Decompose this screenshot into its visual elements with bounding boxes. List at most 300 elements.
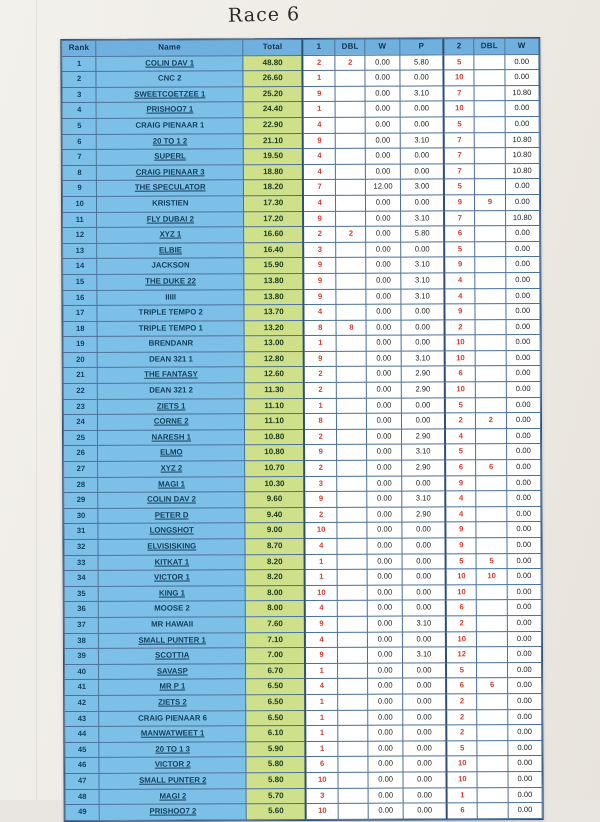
- cell-leg2-number: 4: [445, 273, 476, 289]
- cell-leg2-number: 5: [446, 662, 477, 678]
- cell-rank: 10: [62, 196, 96, 212]
- cell-leg2-w: 0.00: [506, 444, 540, 460]
- cell-leg1-dbl: [338, 757, 368, 773]
- cell-leg1-number: 1: [305, 663, 337, 679]
- cell-leg1-p: 0.00: [402, 585, 446, 601]
- cell-rank: 5: [62, 118, 96, 134]
- cell-leg2-number: 6: [445, 460, 476, 476]
- cell-leg2-w: 0.00: [507, 584, 541, 600]
- cell-leg2-w: 10.80: [505, 163, 539, 179]
- cell-leg2-w: 0.00: [507, 553, 541, 569]
- cell-name-text: PRISHOO7 1: [146, 104, 194, 115]
- cell-rank: 36: [64, 602, 98, 618]
- cell-leg1-p: 2.90: [401, 460, 445, 476]
- cell-name-text: THE SPECULATOR: [134, 182, 206, 193]
- cell-total: 8.70: [245, 538, 305, 554]
- cell-leg2-dbl: [477, 616, 507, 632]
- cell-leg1-dbl: [336, 304, 366, 320]
- cell-leg2-number: 7: [444, 163, 475, 179]
- cell-name-text: MAGI 1: [158, 479, 185, 489]
- cell-leg2-dbl: [475, 319, 505, 335]
- cell-leg1-number: 9: [303, 133, 335, 149]
- cell-leg1-dbl: [336, 351, 366, 367]
- cell-leg1-w: 0.00: [367, 367, 401, 383]
- cell-name-text: 20 TO 1 2: [152, 136, 188, 146]
- cell-leg1-p: 0.00: [403, 787, 447, 803]
- cell-leg1-number: 9: [305, 616, 337, 632]
- cell-leg1-w: 12.00: [366, 179, 400, 195]
- cell-leg1-number: 1: [304, 336, 336, 352]
- header-leg1-w: W: [365, 39, 399, 55]
- cell-leg1-dbl: [336, 289, 366, 305]
- cell-leg2-number: 7: [444, 86, 475, 102]
- cell-rank: 6: [62, 134, 96, 150]
- cell-leg1-number: 1: [305, 570, 337, 586]
- cell-leg1-dbl: [336, 273, 366, 289]
- cell-name: CRAIG PIENAAR 6: [99, 710, 246, 726]
- cell-rank: 2: [62, 72, 96, 88]
- cell-leg2-w: 0.00: [506, 459, 540, 475]
- cell-leg1-p: 5.80: [400, 226, 444, 242]
- cell-leg1-dbl: [337, 476, 367, 492]
- cell-leg1-dbl: [337, 585, 367, 601]
- cell-rank: 46: [65, 758, 99, 774]
- cell-leg2-w: 0.00: [506, 491, 540, 507]
- cell-leg2-w: 0.00: [507, 740, 541, 756]
- cell-total: 9.60: [245, 492, 305, 508]
- cell-name-text: ELBIE: [158, 245, 182, 255]
- cell-leg2-w: 0.00: [506, 304, 540, 320]
- cell-leg2-dbl: [475, 350, 505, 366]
- cell-rank: 44: [65, 727, 99, 743]
- cell-leg2-w: 0.00: [507, 631, 541, 647]
- cell-leg1-number: 9: [303, 86, 335, 102]
- cell-leg2-w: 0.00: [505, 116, 539, 132]
- cell-name-text: MAGI 2: [159, 791, 187, 801]
- cell-leg1-p: 0.00: [402, 538, 446, 554]
- cell-leg1-p: 3.10: [402, 616, 446, 632]
- table-row: [65, 803, 542, 821]
- cell-leg2-dbl: [477, 631, 507, 647]
- cell-leg1-number: 4: [305, 679, 337, 695]
- cell-leg2-w: 10.80: [505, 148, 539, 164]
- cell-leg1-dbl: [337, 538, 367, 554]
- cell-name: [99, 741, 246, 757]
- cell-leg1-w: 0.00: [367, 538, 401, 554]
- cell-leg2-w: 0.00: [505, 241, 539, 257]
- cell-rank: 20: [63, 352, 97, 368]
- cell-leg1-number: 1: [305, 554, 337, 570]
- cell-leg1-w: 0.00: [366, 133, 400, 149]
- cell-total: 16.40: [244, 242, 304, 258]
- cell-rank: 17: [63, 305, 97, 321]
- cell-leg2-w: 0.00: [506, 319, 540, 335]
- cell-leg1-w: 0.00: [366, 273, 400, 289]
- cell-rank: 11: [63, 212, 97, 228]
- cell-leg1-dbl: [338, 694, 368, 710]
- cell-leg1-w: 0.00: [366, 257, 400, 273]
- cell-leg2-dbl: [474, 117, 504, 133]
- handwritten-race-title: Race 6: [227, 3, 301, 27]
- cell-name: [98, 445, 245, 461]
- cell-name: [97, 242, 244, 258]
- cell-leg2-w: 10.80: [505, 210, 539, 226]
- cell-leg1-dbl: [336, 242, 366, 258]
- cell-name-text: MR P 1: [159, 681, 186, 691]
- cell-total: 16.60: [244, 227, 304, 243]
- cell-leg2-number: 10: [444, 101, 475, 117]
- cell-leg1-p: 3.10: [401, 444, 445, 460]
- cell-leg1-w: 0.00: [368, 600, 402, 616]
- cell-rank: 30: [64, 508, 98, 524]
- cell-leg1-w: 0.00: [366, 242, 400, 258]
- cell-leg2-dbl: [476, 506, 506, 522]
- cell-leg2-number: 2: [447, 725, 478, 741]
- cell-leg1-number: 4: [304, 304, 336, 320]
- cell-total: 10.30: [245, 476, 305, 492]
- cell-total: 11.10: [245, 414, 305, 430]
- cell-leg1-number: 10: [306, 803, 338, 819]
- cell-leg1-w: 0.00: [367, 413, 401, 429]
- cell-name: TRIPLE TEMPO 2: [97, 305, 244, 321]
- cell-leg1-dbl: [335, 70, 365, 86]
- cell-leg2-w: 0.00: [507, 678, 541, 694]
- cell-leg1-number: 9: [304, 445, 336, 461]
- header-name: Name: [96, 40, 243, 56]
- cell-leg1-p: 0.00: [400, 148, 444, 164]
- cell-leg1-p: 0.00: [402, 522, 446, 538]
- cell-leg1-p: 0.00: [400, 101, 444, 117]
- cell-rank: 12: [63, 228, 97, 244]
- cell-leg1-number: 3: [304, 476, 336, 492]
- cell-leg1-number: 1: [303, 71, 335, 87]
- cell-rank: 37: [64, 617, 98, 633]
- cell-leg1-number: 1: [306, 725, 338, 741]
- cell-leg1-dbl: [337, 601, 367, 617]
- cell-name-text: THE DUKE 22: [145, 276, 196, 286]
- cell-leg1-dbl: 2: [336, 226, 366, 242]
- cell-leg1-number: 8: [304, 320, 336, 336]
- cell-leg2-w: 0.00: [507, 569, 541, 585]
- cell-leg2-w: 0.00: [508, 803, 542, 819]
- cell-total: 18.20: [244, 180, 304, 196]
- cell-total: 12.60: [244, 367, 304, 383]
- cell-leg2-w: 0.00: [506, 397, 540, 413]
- cell-rank: 3: [62, 87, 96, 103]
- cell-leg1-dbl: [338, 679, 368, 695]
- cell-leg1-dbl: [337, 491, 367, 507]
- cell-total: 13.70: [244, 305, 304, 321]
- cell-leg1-w: 0.00: [366, 195, 400, 211]
- cell-leg1-w: 0.00: [365, 70, 399, 86]
- cell-leg2-number: 6: [444, 226, 475, 242]
- cell-total: 5.70: [246, 788, 306, 804]
- results-sheet: [60, 37, 543, 822]
- cell-leg1-number: 2: [303, 55, 335, 71]
- cell-leg2-w: 0.00: [506, 413, 540, 429]
- cell-leg2-number: 6: [446, 600, 477, 616]
- cell-leg2-dbl: [476, 538, 506, 554]
- cell-leg1-number: 9: [304, 289, 336, 305]
- cell-leg1-p: 3.00: [400, 179, 444, 195]
- cell-leg2-dbl: [475, 210, 505, 226]
- header-rank: Rank: [62, 40, 96, 56]
- cell-total: 24.40: [243, 102, 303, 118]
- cell-rank: 32: [64, 539, 98, 555]
- cell-total: 8.20: [245, 554, 305, 570]
- cell-name: BRENDANR: [97, 336, 244, 352]
- cell-name: [99, 726, 246, 742]
- cell-leg2-dbl: 6: [477, 678, 507, 694]
- cell-name: [98, 554, 245, 570]
- cell-leg2-dbl: [477, 694, 507, 710]
- cell-leg2-number: 1: [447, 787, 478, 803]
- cell-leg1-dbl: [336, 382, 366, 398]
- header-leg2-w: W: [504, 38, 538, 54]
- header-leg2-number: 2: [444, 39, 475, 55]
- cell-rank: 40: [65, 664, 99, 680]
- cell-leg1-dbl: [337, 554, 367, 570]
- cell-leg1-number: 9: [305, 492, 337, 508]
- cell-leg1-p: 0.00: [401, 335, 445, 351]
- cell-leg1-number: 9: [304, 258, 336, 274]
- cell-leg2-w: 0.00: [507, 693, 541, 709]
- cell-leg1-number: 7: [303, 180, 335, 196]
- cell-leg2-dbl: [475, 273, 505, 289]
- cell-rank: 15: [63, 274, 97, 290]
- cell-leg1-dbl: [335, 102, 365, 118]
- cell-leg1-dbl: [338, 803, 368, 819]
- cell-leg1-dbl: [335, 148, 365, 164]
- cell-leg1-dbl: [335, 133, 365, 149]
- cell-total: 9.40: [245, 507, 305, 523]
- cell-leg1-number: 2: [304, 429, 336, 445]
- cell-leg2-dbl: 5: [476, 553, 506, 569]
- cell-leg2-number: 4: [446, 491, 477, 507]
- cell-leg1-p: 3.10: [401, 351, 445, 367]
- cell-rank: 34: [64, 571, 98, 587]
- cell-leg2-dbl: [475, 366, 505, 382]
- cell-name: KRISTIEN: [97, 196, 244, 212]
- cell-leg2-w: 0.00: [505, 272, 539, 288]
- cell-leg2-number: 5: [445, 444, 476, 460]
- cell-leg1-p: 3.10: [400, 132, 444, 148]
- cell-leg1-number: 1: [305, 694, 337, 710]
- cell-leg1-w: 0.00: [366, 101, 400, 117]
- cell-name: [99, 788, 246, 804]
- cell-leg1-p: 3.10: [402, 491, 446, 507]
- cell-leg2-dbl: [477, 756, 507, 772]
- cell-leg2-dbl: [477, 740, 507, 756]
- cell-leg1-number: 3: [306, 788, 338, 804]
- cell-total: 9.00: [245, 523, 305, 539]
- cell-leg1-w: 0.00: [367, 491, 401, 507]
- cell-leg1-w: 0.00: [366, 117, 400, 133]
- cell-name: IIIII: [97, 289, 244, 305]
- cell-leg2-number: 6: [447, 803, 478, 819]
- cell-leg1-p: 0.00: [401, 413, 445, 429]
- cell-leg2-dbl: [476, 584, 506, 600]
- cell-name-text: COLIN DAV 1: [145, 58, 195, 68]
- cell-leg2-number: 10: [445, 382, 476, 398]
- cell-name-text: ELVISISKING: [147, 541, 197, 551]
- cell-name: DEAN 321 1: [97, 352, 244, 368]
- cell-leg1-p: 3.10: [400, 210, 444, 226]
- cell-leg2-w: 0.00: [506, 350, 540, 366]
- cell-leg1-number: 6: [306, 757, 338, 773]
- cell-rank: 13: [63, 243, 97, 259]
- cell-name: [98, 367, 245, 383]
- cell-name: [97, 149, 244, 165]
- cell-leg1-w: 0.00: [367, 398, 401, 414]
- cell-leg1-p: 3.10: [400, 257, 444, 273]
- cell-leg2-number: 2: [447, 709, 478, 725]
- cell-leg2-number: 5: [444, 179, 475, 195]
- cell-leg2-number: 2: [445, 413, 476, 429]
- cell-leg1-w: 0.00: [368, 725, 402, 741]
- cell-leg2-dbl: [476, 491, 506, 507]
- cell-leg1-number: 10: [305, 523, 337, 539]
- cell-total: 8.00: [245, 601, 305, 617]
- cell-leg2-w: 0.00: [506, 335, 540, 351]
- cell-leg1-p: 0.00: [402, 663, 446, 679]
- cell-leg2-w: 0.00: [507, 600, 541, 616]
- cell-leg2-w: 0.00: [507, 709, 541, 725]
- cell-leg2-dbl: [476, 444, 506, 460]
- cell-name: CNC 2: [96, 71, 243, 87]
- cell-total: 10.80: [245, 445, 305, 461]
- cell-leg2-dbl: 10: [476, 569, 506, 585]
- cell-name: [99, 804, 246, 820]
- cell-leg1-w: 0.00: [368, 632, 402, 648]
- cell-leg2-w: 0.00: [507, 647, 541, 663]
- cell-leg1-number: 2: [304, 367, 336, 383]
- cell-name: [98, 492, 245, 508]
- cell-leg2-w: 0.00: [508, 756, 542, 772]
- cell-leg2-number: 10: [446, 569, 477, 585]
- cell-rank: 29: [64, 493, 98, 509]
- cell-leg2-number: 10: [447, 756, 478, 772]
- cell-leg1-dbl: [338, 663, 368, 679]
- cell-leg1-number: 4: [303, 117, 335, 133]
- cell-leg2-dbl: [475, 179, 505, 195]
- cell-leg1-dbl: [335, 86, 365, 102]
- cell-leg1-dbl: [336, 335, 366, 351]
- cell-leg2-w: 10.80: [505, 85, 539, 101]
- cell-total: 21.10: [243, 133, 303, 149]
- cell-leg1-number: 9: [304, 273, 336, 289]
- cell-leg2-w: 0.00: [507, 725, 541, 741]
- cell-total: 6.10: [246, 726, 306, 742]
- cell-total: 7.00: [246, 648, 306, 664]
- cell-leg1-w: 0.00: [367, 335, 401, 351]
- cell-name-text: SCOTTIA: [155, 650, 190, 660]
- cell-rank: 24: [63, 415, 97, 431]
- cell-leg1-w: 0.00: [368, 756, 402, 772]
- cell-leg2-w: 0.00: [507, 522, 541, 538]
- cell-name-text: ZIETS 1: [156, 401, 186, 411]
- cell-leg2-number: 5: [444, 117, 475, 133]
- cell-leg2-w: 0.00: [506, 366, 540, 382]
- cell-name: JACKSON: [97, 258, 244, 274]
- cell-leg1-p: 2.90: [401, 382, 445, 398]
- cell-leg2-dbl: [476, 382, 506, 398]
- cell-name: [98, 539, 245, 555]
- cell-name-text: MANWATWEET 1: [140, 728, 205, 738]
- cell-leg1-p: 0.00: [402, 553, 446, 569]
- cell-name-text: XYZ 1: [159, 229, 182, 239]
- cell-leg1-w: 0.00: [368, 694, 402, 710]
- cell-leg1-number: 2: [305, 507, 337, 523]
- cell-total: 8.00: [245, 585, 305, 601]
- cell-rank: 38: [64, 633, 98, 649]
- cell-leg2-w: 0.00: [506, 428, 540, 444]
- cell-leg1-number: 4: [303, 195, 335, 211]
- cell-leg2-w: 0.00: [505, 194, 539, 210]
- cell-leg2-w: 0.00: [508, 787, 542, 803]
- cell-total: 5.80: [246, 772, 306, 788]
- cell-leg2-number: 9: [446, 538, 477, 554]
- cell-leg2-w: 0.00: [505, 70, 539, 86]
- cell-leg1-number: 9: [305, 648, 337, 664]
- cell-leg1-number: 4: [305, 601, 337, 617]
- cell-leg1-w: 0.00: [368, 554, 402, 570]
- cell-name-text: KITKAT 1: [154, 557, 190, 567]
- cell-leg1-w: 0.00: [368, 678, 402, 694]
- cell-leg2-dbl: [477, 600, 507, 616]
- cell-leg2-dbl: [475, 288, 505, 304]
- cell-leg2-number: 10: [444, 70, 475, 86]
- cell-total: 25.20: [243, 86, 303, 102]
- cell-name-text: ELMO: [160, 447, 183, 458]
- cell-rank: 26: [64, 446, 98, 462]
- cell-leg2-w: 0.00: [506, 382, 540, 398]
- cell-leg1-dbl: [338, 725, 368, 741]
- cell-name: [98, 430, 245, 446]
- cell-leg1-dbl: [336, 195, 366, 211]
- cell-leg1-w: 0.00: [367, 351, 401, 367]
- cell-leg1-p: 3.10: [402, 647, 446, 663]
- cell-leg1-p: 0.00: [402, 709, 446, 725]
- cell-name: [99, 757, 246, 773]
- cell-leg1-dbl: [336, 258, 366, 274]
- cell-total: 17.30: [244, 195, 304, 211]
- cell-leg1-dbl: [335, 117, 365, 133]
- cell-leg1-number: 2: [304, 382, 336, 398]
- cell-rank: 28: [64, 477, 98, 493]
- cell-name: [99, 679, 246, 695]
- cell-name: [97, 165, 244, 181]
- cell-leg2-number: 2: [446, 694, 477, 710]
- cell-rank: 23: [63, 399, 97, 415]
- cell-rank: 49: [65, 804, 99, 820]
- header-leg2-dbl: DBL: [474, 39, 504, 55]
- cell-leg1-p: 2.90: [402, 507, 446, 523]
- cell-leg1-number: 2: [303, 226, 335, 242]
- cell-name: [99, 648, 246, 664]
- cell-leg1-number: 3: [303, 242, 335, 258]
- cell-total: 13.00: [244, 336, 304, 352]
- cell-leg1-w: 0.00: [369, 788, 403, 804]
- cell-leg1-p: 0.00: [402, 694, 446, 710]
- cell-leg2-number: 5: [445, 397, 476, 413]
- cell-leg2-dbl: [475, 226, 505, 242]
- cell-leg1-dbl: 2: [335, 55, 365, 71]
- cell-rank: 8: [62, 165, 96, 181]
- cell-rank: 47: [65, 773, 99, 789]
- cell-total: 13.80: [244, 273, 304, 289]
- cell-leg1-dbl: [336, 211, 366, 227]
